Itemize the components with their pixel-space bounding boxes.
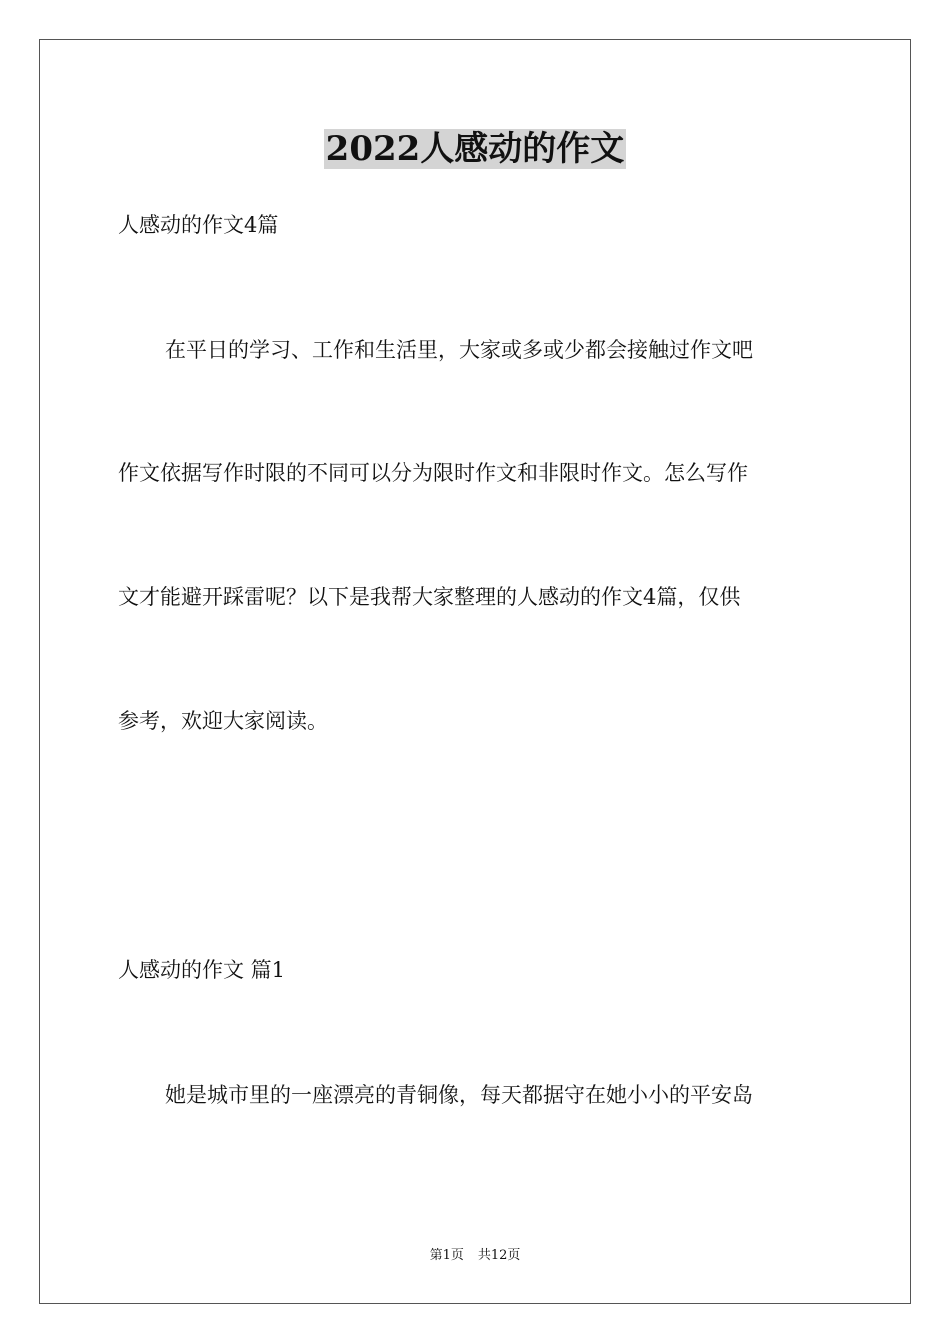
intro-line-2: 作文依据写作时限的不同可以分为限时作文和非限时作文。怎么写作 [118,461,748,485]
document-title-text: 2022人感动的作文 [325,129,625,169]
intro-line-3: 文才能避开踩雷呢？以下是我帮大家整理的人感动的作文4篇，仅供 [118,585,741,609]
footer-page-current: 第1页 [429,1248,464,1263]
footer-page-total: 共12页 [477,1248,521,1263]
subtitle: 人感动的作文4篇 [118,213,279,237]
section-paragraph-line-1: 她是城市里的一座漂亮的青铜像，每天都据守在她小小的平安岛 [165,1083,753,1107]
intro-line-1: 在平日的学习、工作和生活里，大家或多或少都会接触过作文吧 [165,338,753,362]
document-title [0,128,950,170]
intro-line-4: 参考，欢迎大家阅读。 [118,709,328,733]
page-footer [0,1247,950,1265]
section-heading: 人感动的作文 篇1 [118,958,286,982]
